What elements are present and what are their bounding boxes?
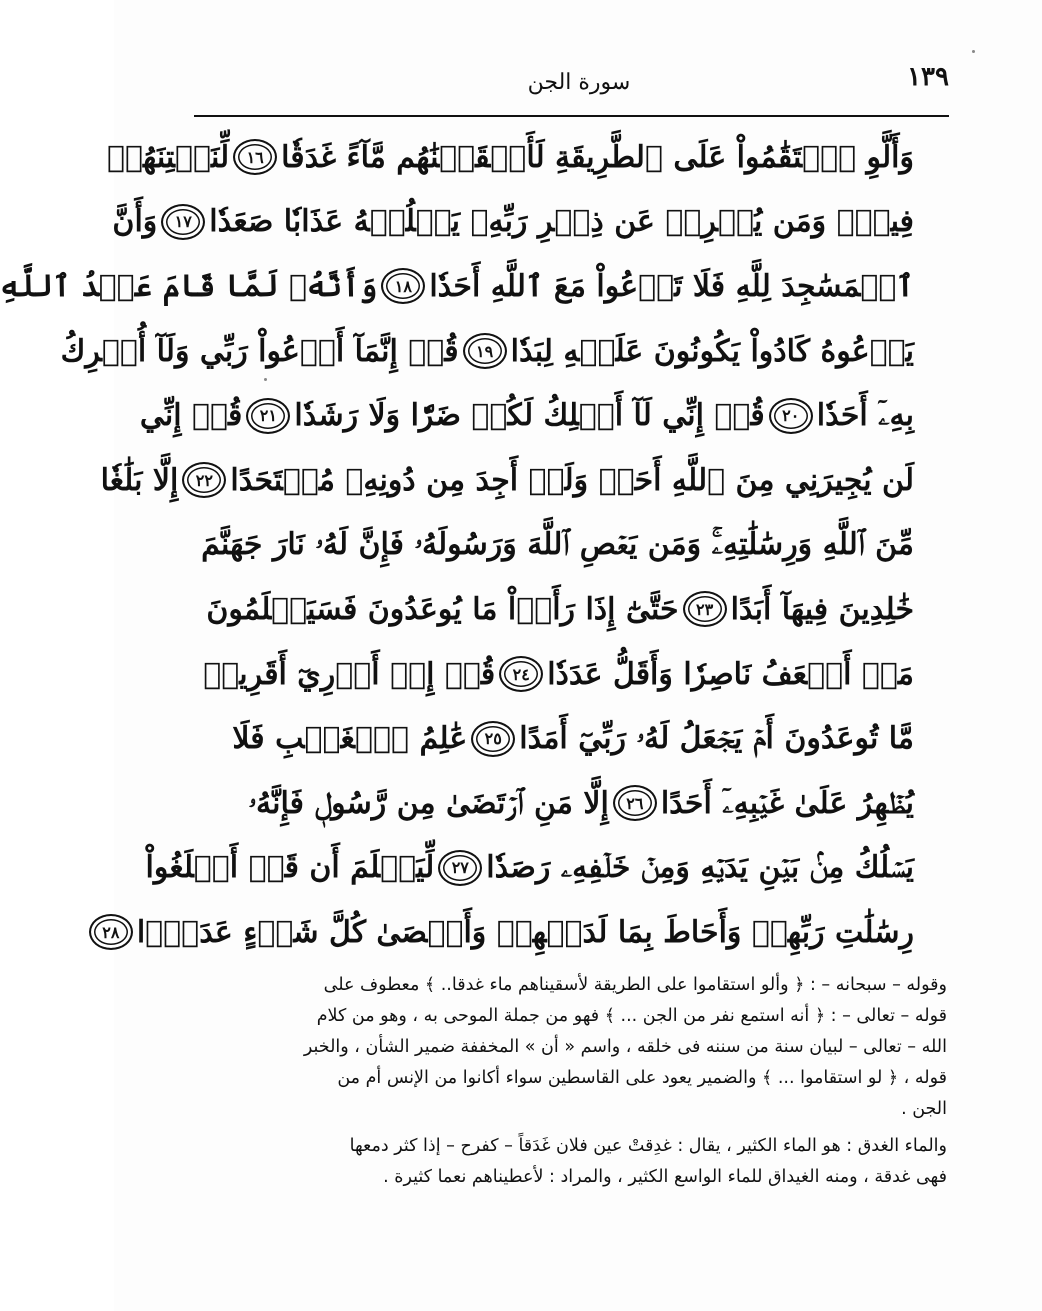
verse-line <box>112 190 914 255</box>
verse-text: مِّنَ ٱللَّهِ وَرِسَٰلَٰتِهِۦۚ وَمَن يَعۡصِ ٱللَّهَ وَرَسُولَهُۥ فَإِنَّ لَهُۥ نَارَ جَهَنَّمَ <box>201 527 914 563</box>
verse-line <box>100 448 914 513</box>
ayah-number-marker: ٢٧ <box>438 850 482 886</box>
verse-text: يَدۡعُوهُ كَادُواْ يَكُونُونَ عَلَيۡهِ لِبَدٗا <box>510 333 914 369</box>
verse-text: بِهِۦٓ أَحَدٗا <box>816 398 914 434</box>
verse-text: لِّيَعۡلَمَ أَن قَدۡ أَبۡلَغُواْ <box>145 850 435 886</box>
ayah-number-marker: ١٧ <box>161 204 205 240</box>
commentary-line: وقوله – سبحانه – : ﴿ وألو استقاموا على الطريقة لأسقيناهم ماء غدقا.. ﴾ معطوف على <box>323 975 947 995</box>
ayah-number-marker: ٢١ <box>246 398 290 434</box>
scan-speck <box>972 50 975 53</box>
verse-line <box>107 125 914 190</box>
verse-text: وَأَنَّ <box>112 204 158 240</box>
verse-line <box>206 577 914 642</box>
verse-text: ٱلۡمَسَٰجِدَ لِلَّهِ فَلَا تَدۡعُواْ مَعَ ٱللَّهِ أَحَدٗا <box>429 268 914 304</box>
verse-line <box>139 383 914 448</box>
verse-text: قُلۡ إِنَّمَآ أَدۡعُواْ رَبِّي وَلَآ أُشۡرِكُ <box>60 333 459 369</box>
commentary-paragraph <box>192 1131 947 1193</box>
verse-line <box>201 513 914 578</box>
commentary-line: فهى غدقة ، ومنه الغيداق للماء الواسع الكثير ، والمراد : لأعطيناهم نعما كثيرة . <box>383 1167 947 1187</box>
verse-line <box>232 706 914 771</box>
verse-text: وَأَنَّهُۥ لَمَّا قَامَ عَبۡدُ ٱللَّهِ <box>0 268 378 304</box>
verse-line <box>203 642 914 707</box>
verse-text: مَنۡ أَضۡعَفُ نَاصِرٗا وَأَقَلُّ عَدَدٗا <box>547 656 914 692</box>
verse-line <box>60 319 914 384</box>
verse-text: إِلَّا بَلَٰغٗا <box>100 462 179 498</box>
commentary-paragraph <box>192 970 947 1125</box>
verse-line <box>145 836 914 901</box>
ayah-number-marker: ١٩ <box>463 333 507 369</box>
verse-text: قُلۡ إِنۡ أَدۡرِيٓ أَقَرِيبٞ <box>203 656 496 692</box>
ayah-number-marker: ٢٠ <box>769 398 813 434</box>
ayah-number-marker: ٢٦ <box>613 785 657 821</box>
verse-text: عَٰلِمُ ٱلۡغَيۡبِ فَلَا <box>232 721 468 757</box>
ayah-number-marker: ٢٨ <box>89 914 133 950</box>
verse-text: رِسَٰلَٰتِ رَبِّهِمۡ وَأَحَاطَ بِمَا لَدَيۡهِمۡ وَأَحۡصَىٰ كُلَّ شَيۡءٍ عَدَدَۢا <box>136 914 914 950</box>
verse-text: إِلَّا مَنِ ٱرۡتَضَىٰ مِن رَّسُولٖ فَإِنَّهُۥ <box>248 785 609 821</box>
ayah-number-marker: ١٨ <box>381 268 425 304</box>
verse-line <box>102 900 914 965</box>
scan-speck <box>264 378 267 381</box>
verse-text: قُلۡ إِنِّي لَآ أَمۡلِكُ لَكُمۡ ضَرّٗا وَلَا رَشَدٗا <box>294 398 765 434</box>
verse-text: يَسۡلُكُ مِنۢ بَيۡنِ يَدَيۡهِ وَمِنۡ خَلۡفِهِۦ رَصَدٗا <box>486 850 914 886</box>
page-header <box>209 62 949 114</box>
commentary-line: قوله ، ﴿ لو استقاموا ... ﴾ والضمير يعود على القاسطين سواء أكانوا من الإنس أم من <box>337 1068 947 1088</box>
quran-verses <box>0 125 914 965</box>
verse-text: يُظۡهِرُ عَلَىٰ غَيۡبِهِۦٓ أَحَدًا <box>660 785 914 821</box>
verse-text: وَأَلَّوِ ٱسۡتَقَٰمُواْ عَلَى ٱلطَّرِيقَةِ لَأَسۡقَيۡنَٰهُم مَّآءً غَدَقٗا <box>281 139 914 175</box>
ayah-number-marker: ٢٥ <box>471 721 515 757</box>
verse-line <box>248 771 914 836</box>
commentary-line: الجن . <box>901 1099 947 1119</box>
verse-line <box>0 254 914 319</box>
ayah-number-marker: ٢٢ <box>182 462 226 498</box>
header-divider <box>194 115 949 117</box>
ayah-number-marker: ١٦ <box>233 139 277 175</box>
verse-text: لَن يُجِيرَنِي مِنَ ٱللَّهِ أَحَدٞ وَلَنۡ أَجِدَ مِن دُونِهِۦ مُلۡتَحَدًا <box>230 462 914 498</box>
surah-title: سورة الجن <box>527 70 631 95</box>
ayah-number-marker: ٢٤ <box>499 656 543 692</box>
page-number: ١٣٩ <box>907 62 949 92</box>
verse-text: لِّنَفۡتِنَهُمۡ <box>107 139 230 175</box>
tafsir-commentary <box>192 970 947 1193</box>
commentary-line: قوله – تعالى – : ﴿ أنه استمع نفر من الجن ... ﴾ فهو من جملة الموحى به ، وهو من كلام <box>316 1006 947 1026</box>
commentary-line: الله – تعالى – لبيان سنة من سننه فى خلقه ، واسم « أن » المخففة ضمير الشأن ، والخبر <box>303 1037 947 1057</box>
commentary-line: والماء الغدق : هو الماء الكثير ، يقال : غدِقتْ عين فلان غَدَقاً – كفرح – إذا كثر دمعها <box>349 1136 947 1156</box>
verse-text: فِيهِۚ وَمَن يُعۡرِضۡ عَن ذِكۡرِ رَبِّهِۦ يَسۡلُكۡهُ عَذَابٗا صَعَدٗا <box>209 204 914 240</box>
ayah-number-marker: ٢٣ <box>683 591 727 627</box>
verse-text: خَٰلِدِينَ فِيهَآ أَبَدًا <box>730 591 914 627</box>
verse-text: مَّا تُوعَدُونَ أَمۡ يَجۡعَلُ لَهُۥ رَبِّيٓ أَمَدًا <box>519 721 914 757</box>
verse-text: حَتَّىٰٓ إِذَا رَأَوۡاْ مَا يُوعَدُونَ فَسَيَعۡلَمُونَ <box>206 591 679 627</box>
verse-text: قُلۡ إِنِّي <box>139 398 243 434</box>
